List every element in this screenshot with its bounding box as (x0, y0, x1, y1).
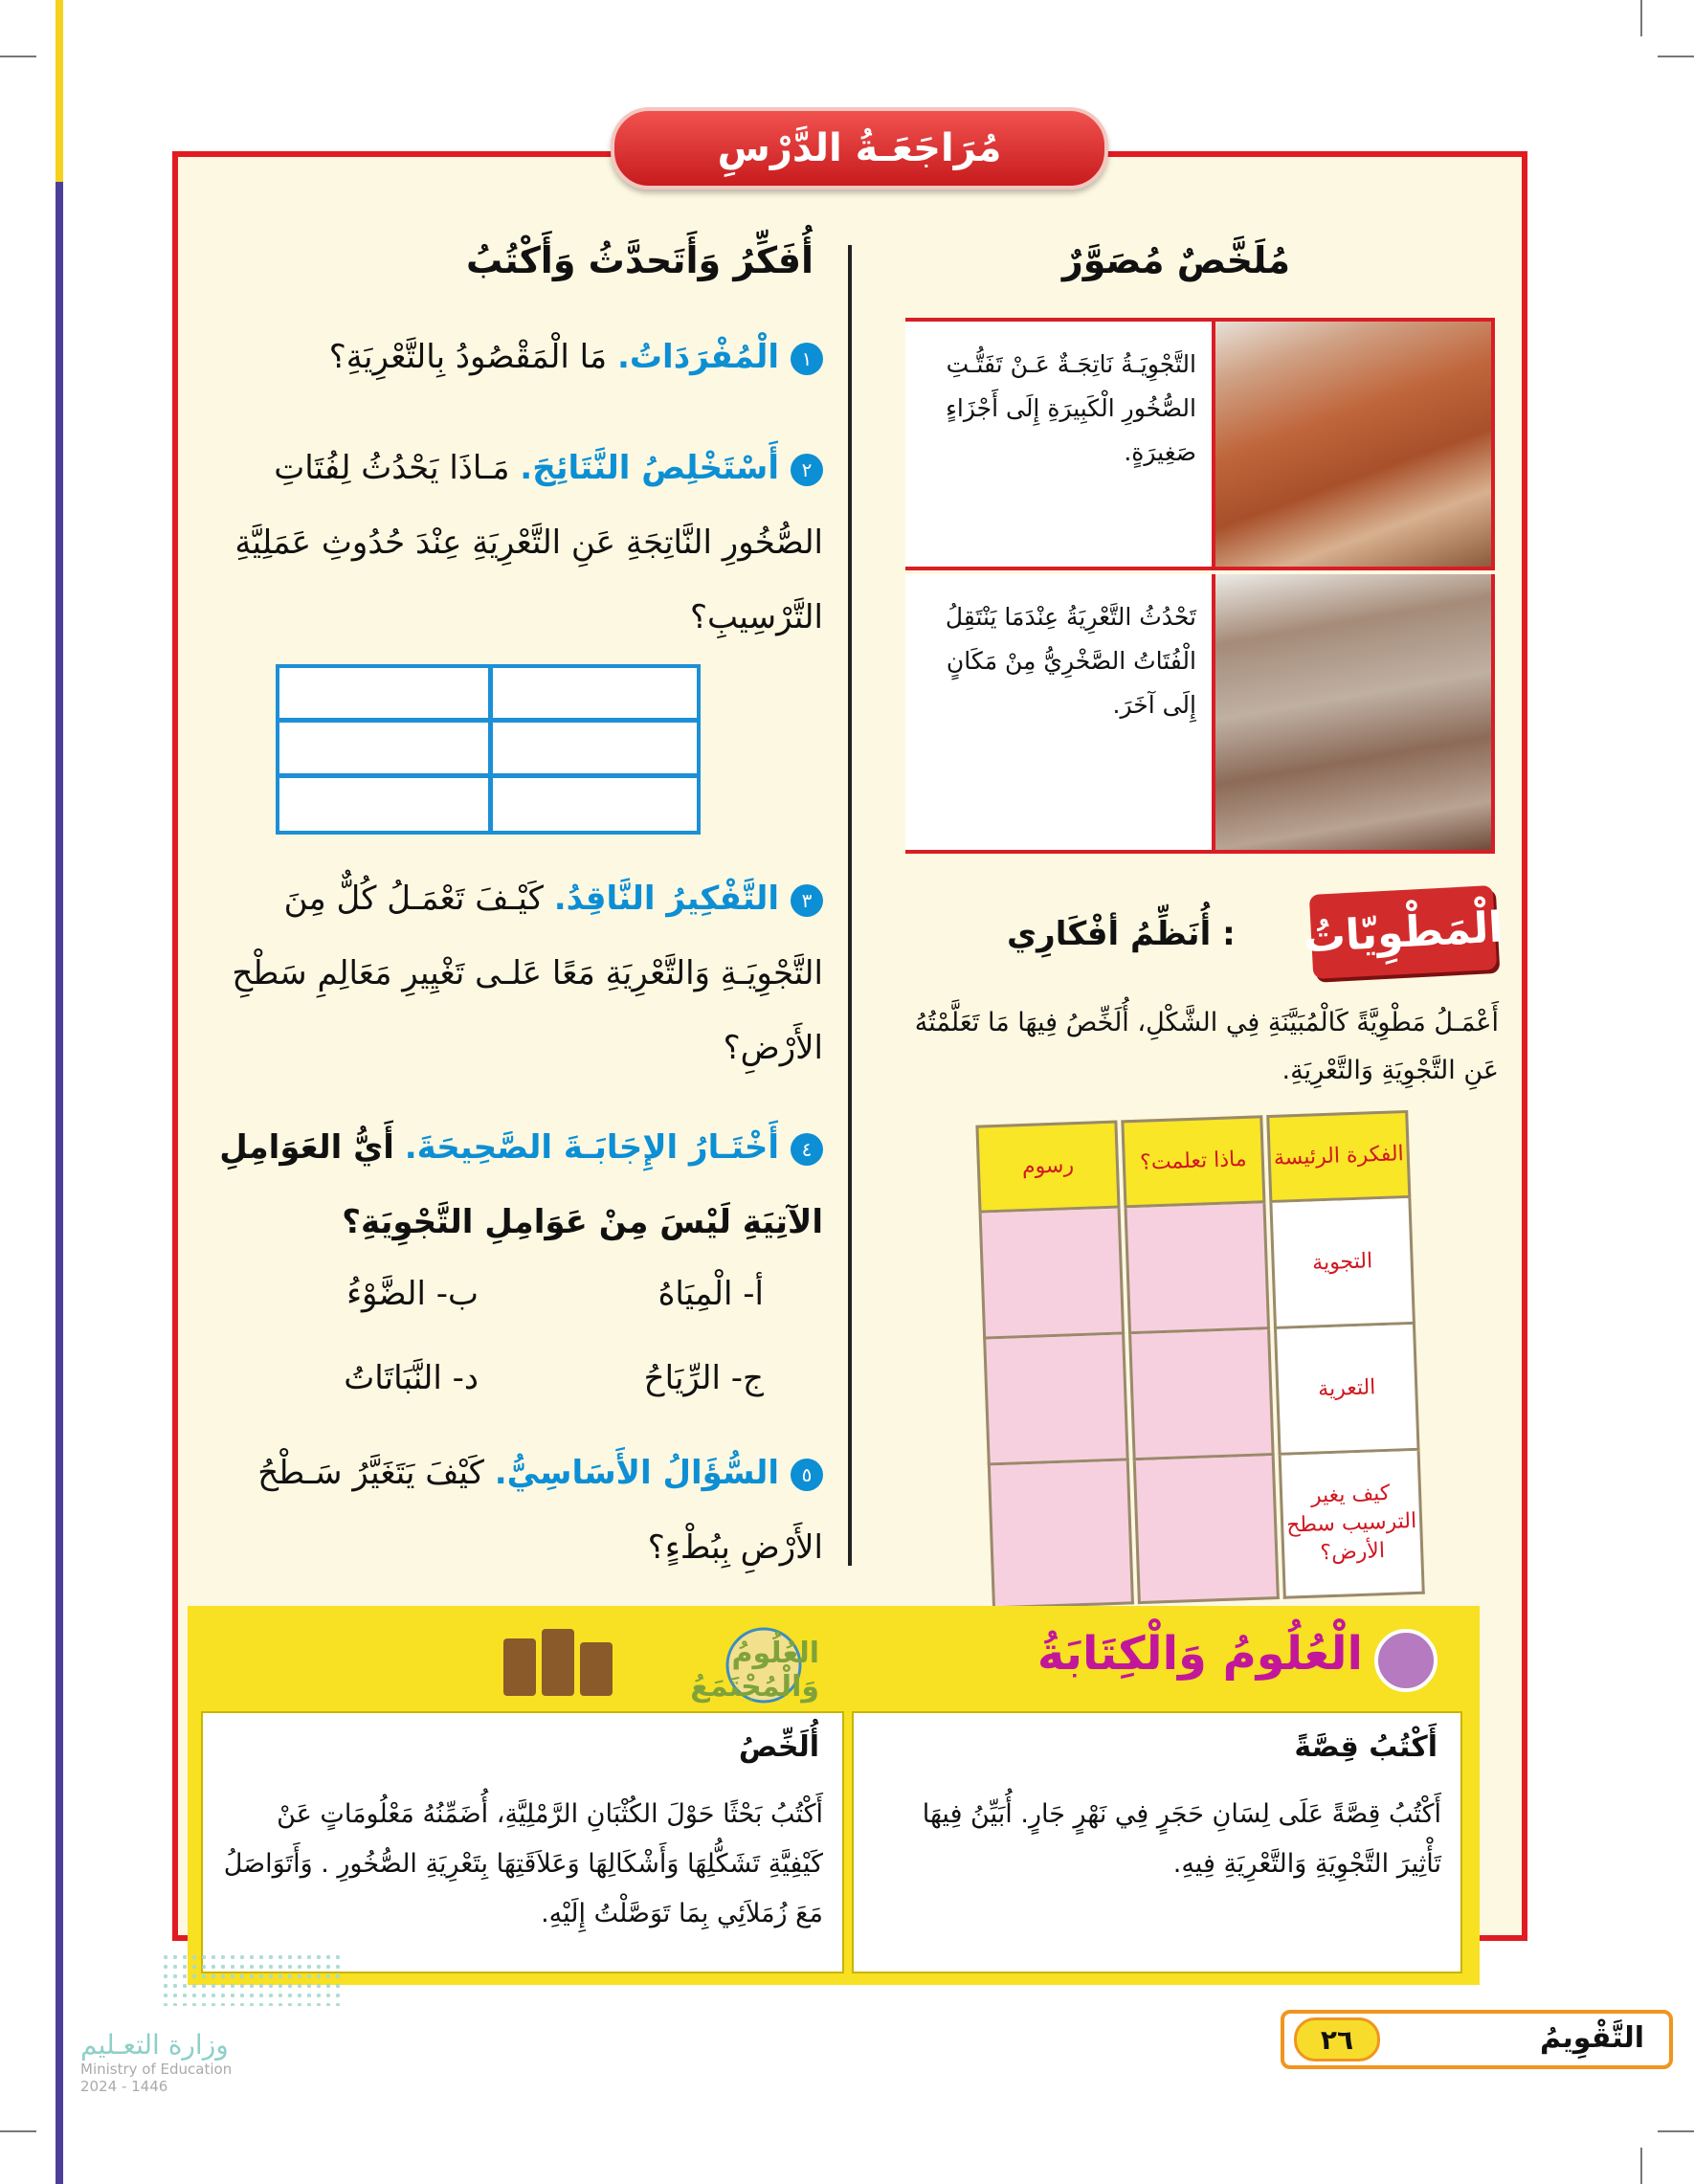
column-divider (848, 245, 852, 1566)
foldables-badge: الْمَطْوِيّاتُ (1309, 885, 1497, 979)
question-number: ١ (791, 343, 823, 375)
crop-mark (0, 56, 36, 57)
crop-mark (1658, 56, 1694, 57)
summary-title: مُلَخَّصٌ مُصَوَّرٌ (1061, 239, 1290, 281)
question-text: أَيُّ العَوَامِلِ الآتِيَةِ لَيْسَ مِنْ عَوَامِلِ التَّجْوِيَةِ؟ (219, 1128, 823, 1241)
ministry-name-ar: وزارة التعـليم (80, 2029, 229, 2061)
foldable-cell-empty (1125, 1203, 1271, 1334)
summary-row-erosion (905, 574, 1495, 850)
person-icon (503, 1638, 536, 1696)
story-box-text: أَكْتُبُ قِصَّةً عَلَى لِسَانِ حَجَرٍ فِي نَهْرٍ جَارٍ. أُبَيِّنُ فِيهَا تَأْثِيرَ التَّجْوِيَةِ وَالتَّعْرِيَةِ فِيهِ. (922, 1799, 1441, 1879)
foldable-cell: التجوية (1269, 1198, 1415, 1329)
science-society-badge (503, 1619, 819, 1711)
question-3 (211, 861, 823, 1085)
question-text: كَيْـفَ تَعْمَـلُ كُلٌّ مِنَ التَّجْوِيَـةِ وَالتَّعْرِيَةِ مَعًا عَلـى تَغْيِيرِ مَعَالِمِ سَطْحِ الأَرْضِ؟ (232, 880, 823, 1067)
option-b[interactable]: ب- الضَّوْءُ (346, 1275, 479, 1313)
summary-erosion-text: تَحْدُثُ التَّعْرِيَةُ عِنْدَمَا يَنْتَقِلُ الْفُتَاتُ الصَّخْرِيُّ مِنْ مَكَانٍ إِلَى آخَرَ. (945, 603, 1196, 719)
foldable-cell: كيف يغير الترسيب سطح الأرض؟ (1279, 1451, 1425, 1599)
question-number: ٢ (791, 454, 823, 486)
waterfall-photo (1212, 574, 1495, 850)
question-keyword: السُّؤَالُ الأَسَاسِيُّ. (494, 1454, 779, 1492)
foldable-cell-empty (979, 1209, 1126, 1340)
margin-bar (56, 0, 63, 2184)
visual-summary (905, 318, 1495, 854)
question-keyword: أَخْتَـارُ الإِجَابَـةَ الصَّحِيحَةَ. (404, 1128, 779, 1167)
footer-title: التَّقْوِيمُ (1540, 2021, 1644, 2055)
option-a[interactable]: أ- الْمِيَاهُ (658, 1275, 764, 1313)
answer-grid[interactable] (276, 664, 701, 835)
person-icon (542, 1629, 574, 1696)
question-number: ٣ (791, 884, 823, 917)
crop-mark (0, 2130, 36, 2132)
foldable-col-main-idea (1266, 1110, 1424, 1593)
question-number: ٤ (791, 1133, 823, 1166)
crop-mark (1640, 2148, 1642, 2184)
option-c[interactable]: ج- الرِّيَاحُ (643, 1359, 764, 1397)
foldable-cell-empty (1128, 1329, 1275, 1460)
moe-logo-dots (161, 1952, 343, 2006)
crop-mark (1658, 2130, 1694, 2132)
story-box (852, 1711, 1462, 1973)
summary-row-weathering (905, 322, 1495, 570)
foldable-cell-empty (988, 1460, 1134, 1609)
summarize-box (201, 1711, 844, 1973)
margin-accent (56, 0, 63, 182)
question-keyword: الْمُفْرَدَاتُ. (616, 338, 779, 376)
foldable-header: ماذا تعلمت؟ (1121, 1115, 1265, 1208)
grid-line (488, 668, 493, 831)
summarize-box-text: أَكْتُبُ بَحْثًا حَوْلَ الكُثْبَانِ الرَّمْلِيَّةِ، أُضَمِّنُهُ مَعْلُومَاتٍ عَنْ كَيْفِيَّةِ تَشَكُّلِهَا وَأَشْكَالِهَا وَعَلاَقَتِهَا بِتَعْرِيَةِ الصُّخُورِ . وَأَتَوَاصَلُ مَعَ زُمَلاَئِي بِمَا تَوَصَّلْتُ إِلَيْهِ. (223, 1799, 823, 1928)
ministry-year: 2024 - 1446 (80, 2078, 168, 2095)
foldable-cell: التعرية (1274, 1325, 1420, 1456)
crop-mark (1640, 0, 1642, 36)
question-text: كَيْفَ يَتَغَيَّرُ سَـطْحُ الأَرْضِ بِبُطْءٍ؟ (257, 1454, 823, 1567)
foldables-title-text: أُنَظِّمُ أفْكَارِي (1007, 915, 1212, 953)
foldable-col-drawings (975, 1121, 1133, 1604)
weathered-rock-photo (1212, 322, 1495, 567)
foldable-diagram (958, 1110, 1424, 1604)
foldable-header: الفكرة الرئيسة (1266, 1110, 1411, 1203)
page-number: ٢٦ (1294, 2017, 1380, 2061)
question-text: مَا الْمَقْصُودُ بِالتَّعْرِيَةِ؟ (328, 338, 608, 376)
science-writing-title: الْعُلُومُ وَالْكِتَابَةُ (1036, 1627, 1363, 1681)
lesson-review-banner (611, 107, 1108, 189)
story-box-title: أَكْتُبُ قِصَّةً (1294, 1730, 1438, 1764)
summary-weathering-text: التَّجْوِيَـةُ نَاتِجَـةٌ عَـنْ تَفَتُّـتِ الصُّخُورِ الْكَبِيرَةِ إِلَى أَجْزَاءٍ صَغِيرَةٍ. (946, 350, 1196, 466)
question-keyword: التَّفْكِيرُ النَّاقِدُ. (553, 880, 779, 918)
question-number: ٥ (791, 1459, 823, 1491)
writing-pencil-icon (1374, 1629, 1438, 1692)
question-text: مَـاذَا يَحْدُثُ لِفُتَاتِ الصُّخُورِ النَّاتِجَةِ عَنِ التَّعْرِيَةِ عِنْدَ حُدُوثِ عَمَلِيَّةِ التَّرْسِيبِ؟ (234, 449, 823, 636)
foldables-instructions: أَعْمَـلُ مَطْوِيَّةً كَالْمُبَيَّنَةِ فِي الشَّكْلِ، أُلَخِّصُ فِيهَا مَا تَعَلَّمْتُهُ عَنِ التَّجْوِيَةِ وَالتَّعْرِيَةِ. (914, 1008, 1499, 1085)
science-society-text: العُلُومُ وَالْمُجْتَمَعُ (690, 1637, 819, 1704)
summarize-box-title: أُلَخِّصُ (738, 1730, 819, 1764)
foldable-cell-empty (1133, 1456, 1280, 1604)
question-5 (211, 1436, 823, 1585)
question-1 (211, 320, 823, 394)
foldables-title: : أُنَظِّمُ أفْكَارِي (1007, 915, 1236, 953)
question-2 (211, 431, 823, 655)
person-icon (580, 1642, 613, 1696)
ministry-name-en: Ministry of Education (80, 2061, 233, 2078)
footer-tab (1281, 2010, 1673, 2069)
foldable-cell-empty (983, 1334, 1129, 1465)
banner-title: مُرَاجَعَـةُ الدَّرْسِ (717, 126, 1002, 170)
question-4 (211, 1110, 823, 1259)
think-title: أُفَكِّرُ وَأَتَحدَّثُ وَأَكْتُبُ (465, 239, 814, 281)
question-keyword: أَسْتَخْلِصُ النَّتَائِجَ. (520, 449, 779, 487)
foldable-col-learned (1121, 1115, 1279, 1598)
ministry-logo (80, 2029, 232, 2095)
option-d[interactable]: د- النَّبَاتَاتُ (344, 1359, 479, 1397)
foldable-header: رسوم (975, 1121, 1120, 1214)
